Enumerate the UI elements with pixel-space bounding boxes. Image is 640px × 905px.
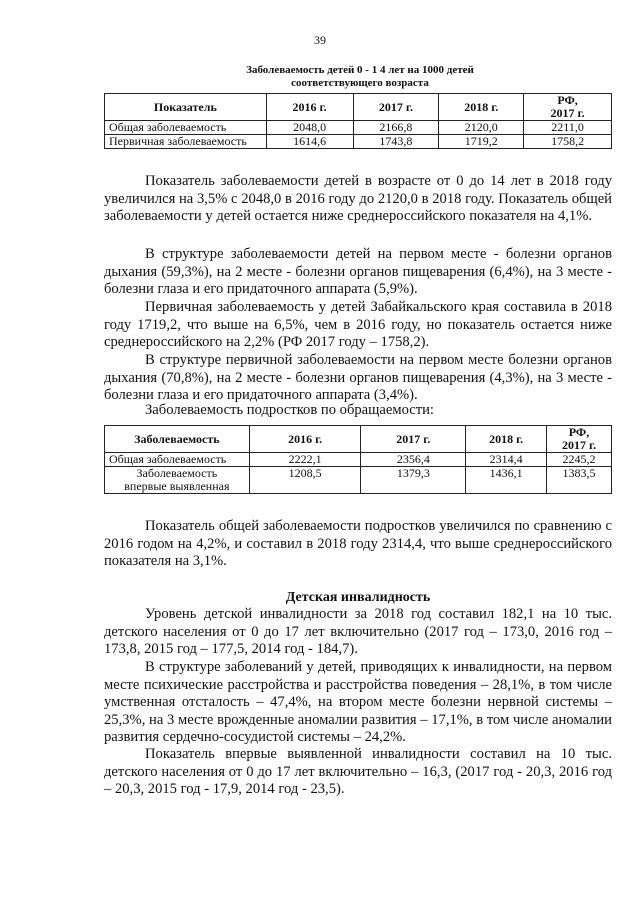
cell-rf: 1383,5 — [547, 467, 612, 494]
paragraph-2: В структуре заболеваемости детей на первом месте - болезни органов дыхания (59,3%), на 2 месте - болезни органов пищеварения (6,4%), на 3 месте - болезни глаза и его придаточного аппарата (5,9%). — [104, 246, 612, 297]
cell-2018: 1719,2 — [439, 135, 524, 149]
header-2017: 2017 г. — [353, 94, 439, 121]
row-label: Первичная заболеваемость — [105, 135, 267, 149]
header-indicator: Показатель — [105, 94, 267, 121]
row-label: Общая заболеваемость — [105, 121, 267, 135]
row-label — [105, 467, 250, 494]
cell-2016: 1208,5 — [249, 467, 361, 494]
header-rf — [524, 94, 612, 121]
section-paragraph-3: Показатель впервые выявленной инвалидности составил на 10 тыс. детского населения от 0 до 17 лет включительно – 16,3, (2017 год - 20,3, 2016 год – 20,3, 2015 год - 17,9, 2014 год - 23,5). — [104, 746, 612, 797]
cell-2018: 2120,0 — [439, 121, 524, 135]
header-rf-line2: 2017 г. — [561, 438, 597, 452]
cell-2017: 2166,8 — [353, 121, 439, 135]
cell-rf: 2245,2 — [547, 453, 612, 467]
row-label: Общая заболеваемость — [105, 453, 250, 467]
cell-2016: 2222,1 — [249, 453, 361, 467]
header-2018: 2018 г. — [439, 94, 524, 121]
row-label-line1: Заболеваемость — [136, 466, 218, 480]
header-rf — [547, 426, 612, 453]
cell-rf: 2211,0 — [524, 121, 612, 135]
header-2016: 2016 г. — [266, 94, 353, 121]
cell-2016: 1614,6 — [266, 135, 353, 149]
table-row — [105, 135, 612, 149]
header-rf-line1: РФ, — [557, 93, 578, 107]
table1-title-line1: Заболеваемость детей 0 - 1 4 лет на 1000 детей — [246, 64, 474, 76]
section-paragraph-2: В структуре заболеваний у детей, приводящих к инвалидности, на первом месте психические расстройства и расстройства поведения – 28,1%, в том числе умственная отсталость – 47,4%, на втором месте болезни нервной системы – 25,3%, на 3 месте врожденные аномалии развития – 17,1%, в том числе аномалии развития сердечно-сосудистой системы – 24,2%. — [104, 659, 612, 745]
table-row — [105, 121, 612, 135]
cell-2018: 1436,1 — [466, 467, 547, 494]
paragraph-3: Первичная заболеваемость у детей Забайкальского края составила в 2018 году 1719,2, что выше на 6,5%, чем в 2016 году, но показатель остается ниже среднероссийского на 2,2% (РФ 2017 году – 1758,2). — [104, 299, 612, 350]
paragraph-5: Заболеваемость подростков по обращаемости: — [145, 402, 434, 418]
table-header-row — [105, 94, 612, 121]
section-paragraph-1: Уровень детской инвалидности за 2018 год составил 182,1 на 10 тыс. детского населения от 0 до 17 лет включительно (2017 год – 173,0, 2016 год – 173,8, 2015 год – 177,5, 2014 год - 184,7). — [104, 606, 612, 657]
header-indicator: Заболеваемость — [105, 426, 250, 453]
header-2017: 2017 г. — [361, 426, 466, 453]
cell-2018: 2314,4 — [466, 453, 547, 467]
table1-title-line2: соответствующего возраста — [291, 77, 429, 89]
paragraph-1: Показатель заболеваемости детей в возрасте от 0 до 14 лет в 2018 году увеличился на 3,5% с 2048,0 в 2016 году до 2120,0 в 2018 году. Показатель общей заболеваемости у детей остается ниже среднероссийского показателя на 4,1%. — [104, 173, 612, 224]
header-rf-line2: 2017 г. — [550, 106, 585, 120]
table-row — [105, 467, 612, 494]
table1-title — [100, 64, 620, 90]
paragraph-4: В структуре первичной заболеваемости на первом месте болезни органов дыхания (70,8%), на 2 месте - болезни органов пищеварения (4,3%), на 3 месте - болезни глаза и его придаточного аппарата (3,4%). — [104, 352, 612, 403]
cell-2017: 1743,8 — [353, 135, 439, 149]
header-2018: 2018 г. — [466, 426, 547, 453]
morbidity-adolescents-table — [104, 425, 612, 494]
header-rf-line1: РФ, — [568, 425, 590, 439]
row-label-line2: впервые выявленная — [124, 479, 230, 493]
cell-2016: 2048,0 — [266, 121, 353, 135]
cell-2017: 2356,4 — [361, 453, 466, 467]
header-2016: 2016 г. — [249, 426, 361, 453]
morbidity-children-table — [104, 93, 612, 149]
page-number: 39 — [314, 33, 326, 47]
section-title: Детская инвалидность — [285, 590, 431, 605]
table-header-row — [105, 426, 612, 453]
cell-2017: 1379,3 — [361, 467, 466, 494]
cell-rf: 1758,2 — [524, 135, 612, 149]
table-row — [105, 453, 612, 467]
paragraph-after-table2: Показатель общей заболеваемости подростков увеличился по сравнению с 2016 годом на 4,2%, и составил в 2018 году 2314,4, что выше среднероссийского показателя на 3,1%. — [104, 518, 612, 569]
